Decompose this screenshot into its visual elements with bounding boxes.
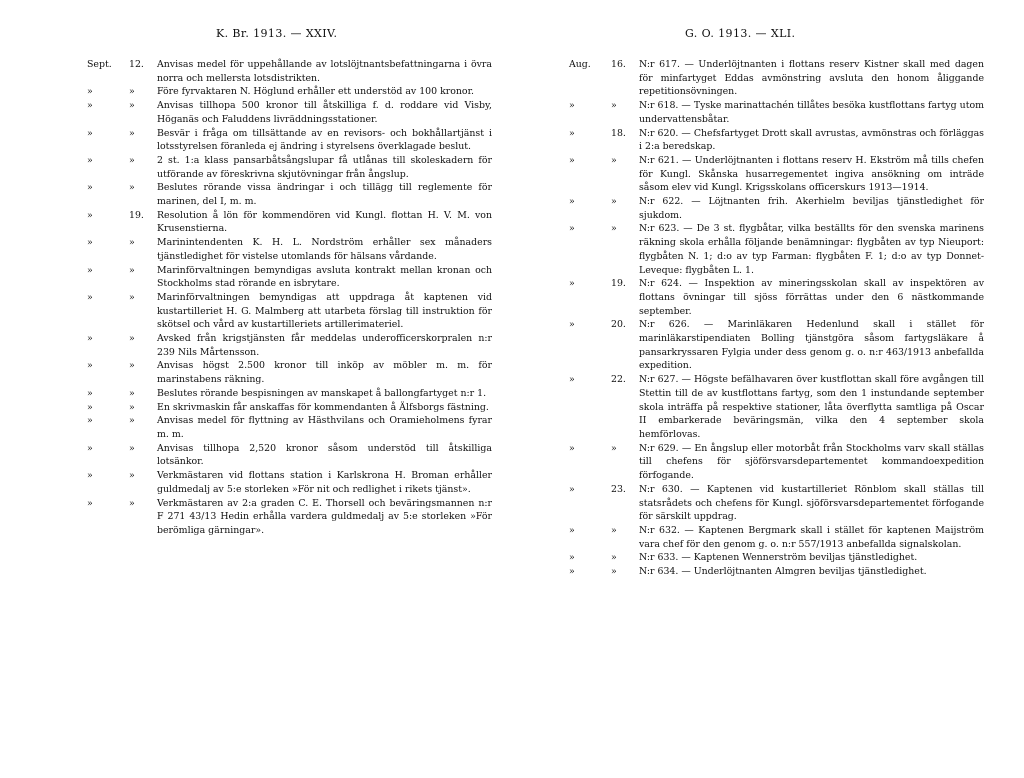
entry-month: »	[87, 442, 93, 454]
entry-month: »	[87, 237, 93, 249]
entry-day: »	[129, 182, 135, 194]
entry-text: Anvisas tillhopa 2,520 kronor såsom understöd till åtskilliga lotsänkor.	[157, 442, 492, 468]
right-page	[512, 0, 1024, 778]
entry-day: »	[611, 552, 617, 564]
entry-month: »	[569, 154, 575, 166]
entry-text: Beslutes rörande bespisningen av manskapet å ballongfartyget n:r 1.	[157, 387, 487, 399]
entry-day: »	[129, 86, 135, 98]
entry-month: »	[87, 291, 93, 303]
entry-day: »	[611, 196, 617, 208]
entry-text: Resolution å lön för kommendören vid Kungl. flottan H. V. M. von Krusenstierna.	[157, 209, 492, 235]
entry-text: Anvisas medel för flyttning av Hästhvilans och Oramieholmens fyrar m. m.	[157, 415, 492, 440]
entry-month: Aug.	[569, 59, 591, 70]
entry-row	[87, 401, 492, 415]
entry-row	[87, 99, 492, 126]
entry-month: »	[569, 127, 575, 139]
entry-month: Sept.	[87, 59, 112, 70]
entry-month: »	[87, 387, 93, 399]
entry-month: »	[569, 442, 575, 454]
left-page-header: K. Br. 1913. — XXIV.	[216, 27, 338, 40]
entry-text: Avsked från krigstjänsten får meddelas underofficerskorpralen n:r 239 Nils Mårtensson.	[157, 333, 492, 358]
entry-month: »	[569, 566, 575, 578]
entry-row	[569, 524, 984, 551]
entry-month: »	[569, 319, 575, 331]
entry-text: Marinintendenten K. H. L. Nordström erhåller sex månaders tjänstledighet för vistelse utomlands för hälsans vårdande.	[157, 237, 492, 262]
entry-day: 23.	[611, 483, 626, 495]
entry-row	[569, 318, 984, 373]
entry-text: N:r 620. — Chefsfartyget Drott skall avrustas, avmönstras och förläggas i 2:a beredskap.	[639, 127, 984, 153]
entry-month: »	[87, 360, 93, 372]
entry-month: »	[87, 401, 93, 413]
entry-month: »	[87, 497, 93, 509]
entry-month: »	[87, 333, 93, 345]
entry-day: »	[611, 154, 617, 166]
entry-month: »	[569, 278, 575, 290]
entry-row	[87, 264, 492, 291]
entry-day: 22.	[611, 374, 626, 386]
entry-row	[569, 442, 984, 483]
entry-row	[569, 551, 984, 565]
entry-row	[569, 58, 984, 99]
right-page-header: G. O. 1913. — XLI.	[685, 27, 796, 40]
entry-text: N:r 626. — Marinläkaren Hedenlund skall i stället för marinläkarstipendiaten Bolling tjänstgöra såsom fartygsläkare å pansarkryssaren Fylgia under dess genom g. o. n:r 463/1913 anbefallda expedition.	[639, 319, 984, 372]
entry-day: »	[129, 415, 135, 427]
entry-text: N:r 623. — De 3 st. flygbåtar, vilka beställts för den svenska marinens räkning skola erhålla följande benämningar: flygbåten av typ Nieuport: flygbåten N. 1; d:o av typ Farman: flygbåten F. 1; d:o av typ Donnet-Leveque: flygbåten L. 1.	[639, 223, 984, 276]
entry-text: N:r 618. — Tyske marinattachén tillåtes besöka kustflottans fartyg utom undervattensbåtar.	[639, 100, 984, 125]
entry-row	[569, 154, 984, 195]
left-entries	[87, 58, 492, 538]
entry-row	[87, 497, 492, 538]
entry-month: »	[87, 470, 93, 482]
entry-row	[87, 127, 492, 154]
entry-month: »	[87, 100, 93, 112]
entry-day: »	[129, 127, 135, 139]
entry-day: »	[611, 524, 617, 536]
entry-day: »	[611, 566, 617, 578]
entry-day: 18.	[611, 127, 626, 139]
entry-text: Besvär i fråga om tillsättande av en revisors- och bokhållartjänst i lotsstyrelsen föranleda ej ändring i styrelsens överklagade beslut.	[157, 127, 492, 153]
entry-day: »	[129, 291, 135, 303]
entry-text: N:r 617. — Underlöjtnanten i flottans reserv Kistner skall med dagen för minfartyget Eddas avmönstring avsluta den honom åliggande repetitionsövningen.	[639, 59, 984, 98]
entry-day: »	[611, 442, 617, 454]
entry-text: Anvisas högst 2.500 kronor till inköp av möbler m. m. för marinstabens räkning.	[157, 360, 492, 386]
entry-row	[87, 414, 492, 441]
entry-text: Verkmästaren vid flottans station i Karlskrona H. Broman erhåller guldmedalj av 5:e storleken »För nit och redlighet i rikets tjänst».	[157, 470, 492, 495]
entry-text: N:r 621. — Underlöjtnanten i flottans reserv H. Ekström må tills chefen för Kungl. Skånska husarregementet ingiva ansökning om inträde såsom elev vid Kungl. Krigsskolans officerskurs 1913—1914.	[639, 154, 984, 194]
entry-month: »	[87, 182, 93, 194]
entry-row	[87, 442, 492, 469]
entry-row	[87, 291, 492, 332]
entry-text: N:r 630. — Kaptenen vid kustartilleriet Rönblom skall ställas till statsrådets och chefens för Kungl. sjöförsvarsdepartementet förfogande för särskilt uppdrag.	[639, 483, 984, 523]
entry-day: »	[611, 223, 617, 235]
entry-month: »	[569, 524, 575, 536]
entry-row	[569, 195, 984, 222]
entry-row	[569, 483, 984, 524]
entry-row	[569, 222, 984, 277]
entry-day: 19.	[129, 209, 144, 221]
entry-row	[87, 236, 492, 263]
entry-day: 12.	[129, 59, 144, 70]
entry-day: »	[129, 333, 135, 345]
entry-day: »	[129, 387, 135, 399]
entry-month: »	[569, 223, 575, 235]
entry-text: N:r 634. — Underlöjtnanten Almgren beviljas tjänstledighet.	[639, 566, 927, 578]
entry-text: N:r 624. — Inspektion av mineringsskolan skall av inspektören av flottans övningar till sjöss förrättas under den 6 nästkommande september.	[639, 278, 984, 317]
entry-row	[569, 373, 984, 442]
entry-day: »	[129, 470, 135, 482]
entry-row	[569, 99, 984, 126]
entry-month: »	[87, 415, 93, 427]
entry-text: Beslutes rörande vissa ändringar i och tillägg till reglemente för marinen, del I, m. m.	[157, 182, 492, 208]
entry-text: Anvisas tillhopa 500 kronor till åtskilliga f. d. roddare vid Visby, Höganäs och Faluddens livräddningsstationer.	[157, 100, 492, 125]
entry-day: »	[129, 264, 135, 276]
entry-day: 19.	[611, 278, 626, 290]
entry-month: »	[87, 209, 93, 221]
entry-day: »	[129, 237, 135, 249]
entry-text: Marinförvaltningen bemyndigas avsluta kontrakt mellan kronan och Stockholms stad rörande en isbrytare.	[157, 264, 492, 290]
entry-row	[87, 359, 492, 386]
entry-day: 16.	[611, 59, 626, 70]
entry-row	[87, 387, 492, 401]
right-entries	[569, 58, 984, 579]
entry-day: 20.	[611, 319, 626, 331]
entry-month: »	[87, 264, 93, 276]
entry-day: »	[129, 401, 135, 413]
entry-day: »	[129, 497, 135, 509]
entry-row	[569, 127, 984, 154]
entry-row	[87, 332, 492, 359]
entry-day: »	[129, 442, 135, 454]
entry-text: En skrivmaskin får anskaffas för kommendanten å Älfsborgs fästning.	[157, 401, 489, 413]
entry-text: 2 st. 1:a klass pansarbåtsångslupar få utlånas till skoleskadern för utförande av föreskrivna skjutövningar från ångslup.	[157, 154, 492, 180]
entry-text: N:r 632. — Kaptenen Bergmark skall i stället för kaptenen Maijström vara chef för den genom g. o. n:r 557/1913 anbefallda signalskolan.	[639, 524, 984, 550]
entry-text: Verkmästaren av 2:a graden C. E. Thorsell och beväringsmannen n:r F 271 43/13 Hedin erhålla vardera guldmedalj av 5:e storleken »För berömliga gärningar».	[157, 497, 492, 536]
entry-text: Marinförvaltningen bemyndigas att uppdraga åt kaptenen vid kustartilleriet H. G. Malmberg att utarbeta förslag till instruktion för skötsel och vård av kustartilleriets artillerimateriel.	[157, 291, 492, 331]
entry-day: »	[611, 100, 617, 112]
entry-row	[87, 469, 492, 496]
entry-month: »	[569, 100, 575, 112]
entry-text: Anvisas medel för uppehållande av lotslöjtnantsbefattningarna i övra norra och mellersta lotsdistrikten.	[157, 59, 492, 84]
entry-day: »	[129, 154, 135, 166]
entry-month: »	[87, 86, 93, 98]
entry-row	[87, 85, 492, 99]
entry-text: N:r 627. — Högste befälhavaren över kustflottan skall före avgången till Stettin till de av kustflottans fartyg, som den 1 instundande september skola inträffa på respektive stationer, låta överflytta samtliga på Oscar II embarkerade beväringsmän, vilka den 4 september skola hemförlovas.	[639, 374, 984, 440]
entry-text: N:r 633. — Kaptenen Wennerström beviljas tjänstledighet.	[639, 552, 918, 564]
entry-day: »	[129, 360, 135, 372]
entry-month: »	[87, 154, 93, 166]
entry-month: »	[569, 374, 575, 386]
entry-text: N:r 629. — En ångslup eller motorbåt från Stockholms varv skall ställas till chefens för sjöförsvarsdepartementet kommandoexpedition förfogande.	[639, 442, 984, 482]
entry-row	[87, 58, 492, 85]
entry-day: »	[129, 100, 135, 112]
entry-month: »	[569, 196, 575, 208]
entry-row	[87, 154, 492, 181]
entry-month: »	[87, 127, 93, 139]
entry-month: »	[569, 552, 575, 564]
entry-text: Före fyrvaktaren N. Höglund erhåller ett understöd av 100 kronor.	[157, 86, 474, 98]
entry-row	[569, 277, 984, 318]
entry-row	[87, 181, 492, 208]
entry-text: N:r 622. — Löjtnanten frih. Akerhielm beviljas tjänstledighet för sjukdom.	[639, 196, 984, 221]
entry-month: »	[569, 483, 575, 495]
entry-row	[87, 209, 492, 236]
entry-row	[569, 565, 984, 579]
